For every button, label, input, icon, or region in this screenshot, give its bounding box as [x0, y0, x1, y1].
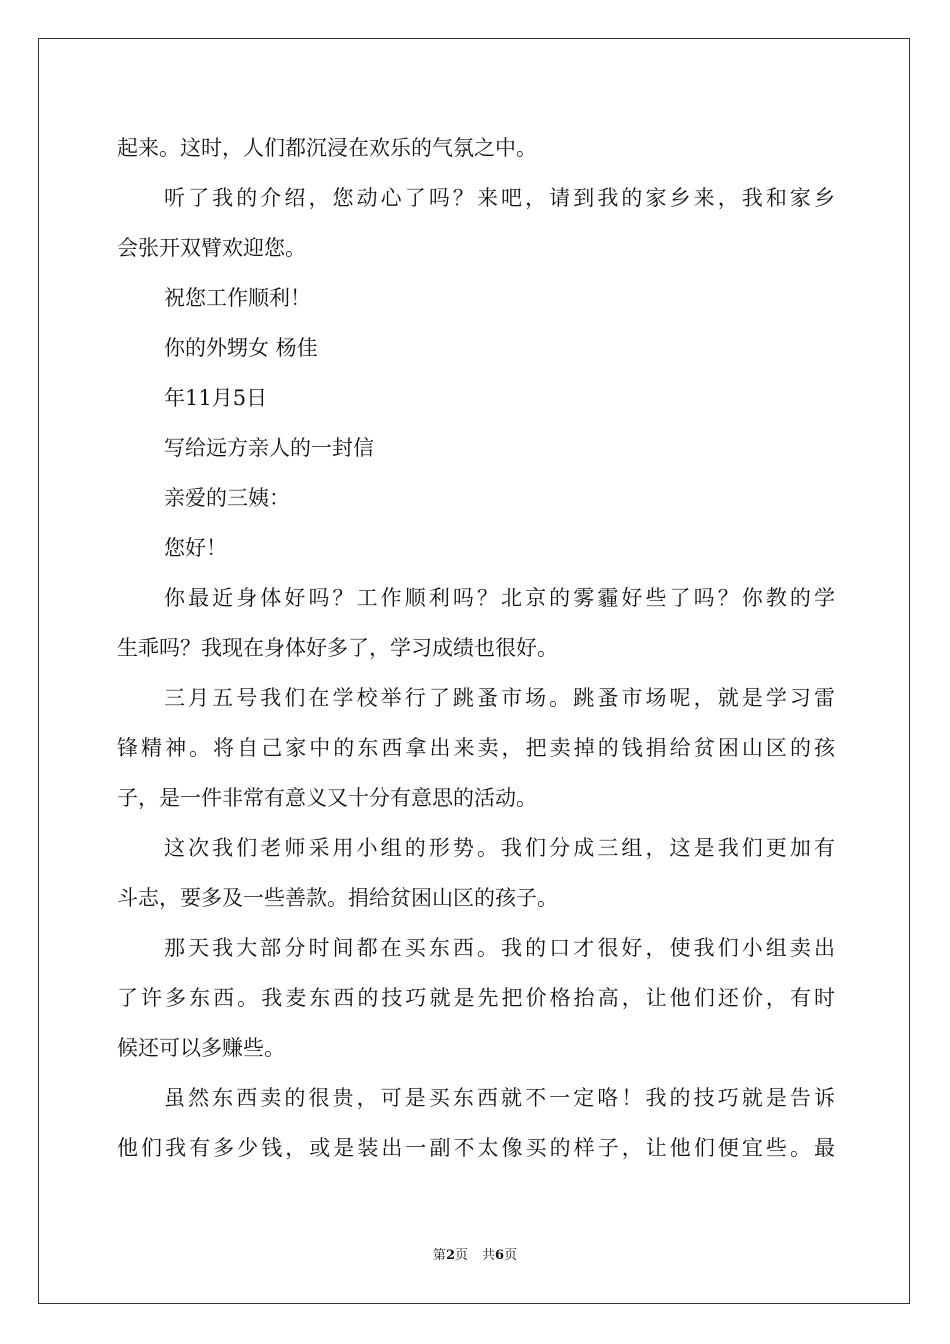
greeting: 您好！ [164, 536, 227, 560]
text-line: 候还可以多赚些。 [117, 1036, 285, 1060]
text-line: 三月五号我们在学校举行了跳蚤市场。跳蚤市场呢，就是学习雷 [164, 686, 835, 710]
text-line: 祝您工作顺利！ [164, 286, 311, 310]
text-line: 虽然东西卖的很贵，可是买东西就不一定咯！我的技巧就是告诉 [164, 1086, 835, 1110]
page-footer [0, 1246, 950, 1266]
text-line: 锋精神。将自己家中的东西拿出来卖，把卖掉的钱捐给贫困山区的孩 [117, 736, 835, 760]
signature-line: 你的外甥女 杨佳 [164, 336, 318, 360]
text-line: 子，是一件非常有意义又十分有意思的活动。 [117, 786, 537, 810]
page-suffix: 页 [454, 1248, 468, 1263]
text-line: 了许多东西。我麦东西的技巧就是先把价格抬高，让他们还价，有时 [117, 986, 835, 1010]
salutation: 亲爱的三姨： [164, 486, 290, 510]
total-suffix: 页 [504, 1248, 518, 1263]
text-line: 斗志，要多及一些善款。捐给贫困山区的孩子。 [117, 886, 558, 910]
page-number: 2 [445, 1248, 455, 1263]
text-line: 生乖吗？我现在身体好多了，学习成绩也很好。 [117, 636, 558, 660]
text-line: 那天我大部分时间都在买东西。我的口才很好，使我们小组卖出 [164, 936, 835, 960]
text-line: 他们我有多少钱，或是装出一副不太像买的样子，让他们便宜些。最 [117, 1136, 835, 1160]
text-line: 会张开双臂欢迎您。 [117, 236, 306, 260]
date-line: 年11月5日 [164, 386, 268, 410]
page-prefix: 第 [432, 1248, 446, 1263]
text-line: 这次我们老师采用小组的形势。我们分成三组，这是我们更加有 [164, 836, 835, 860]
text-line: 你最近身体好吗？工作顺利吗？北京的雾霾好些了吗？你教的学 [164, 586, 835, 610]
total-prefix: 共 [482, 1248, 496, 1263]
text-line: 听了我的介绍，您动心了吗？来吧，请到我的家乡来，我和家乡 [164, 186, 835, 210]
text-line: 起来。这时，人们都沉浸在欢乐的气氛之中。 [117, 136, 537, 160]
letter-title: 写给远方亲人的一封信 [164, 436, 374, 460]
document-body [117, 129, 835, 1179]
total-pages: 6 [495, 1248, 505, 1263]
